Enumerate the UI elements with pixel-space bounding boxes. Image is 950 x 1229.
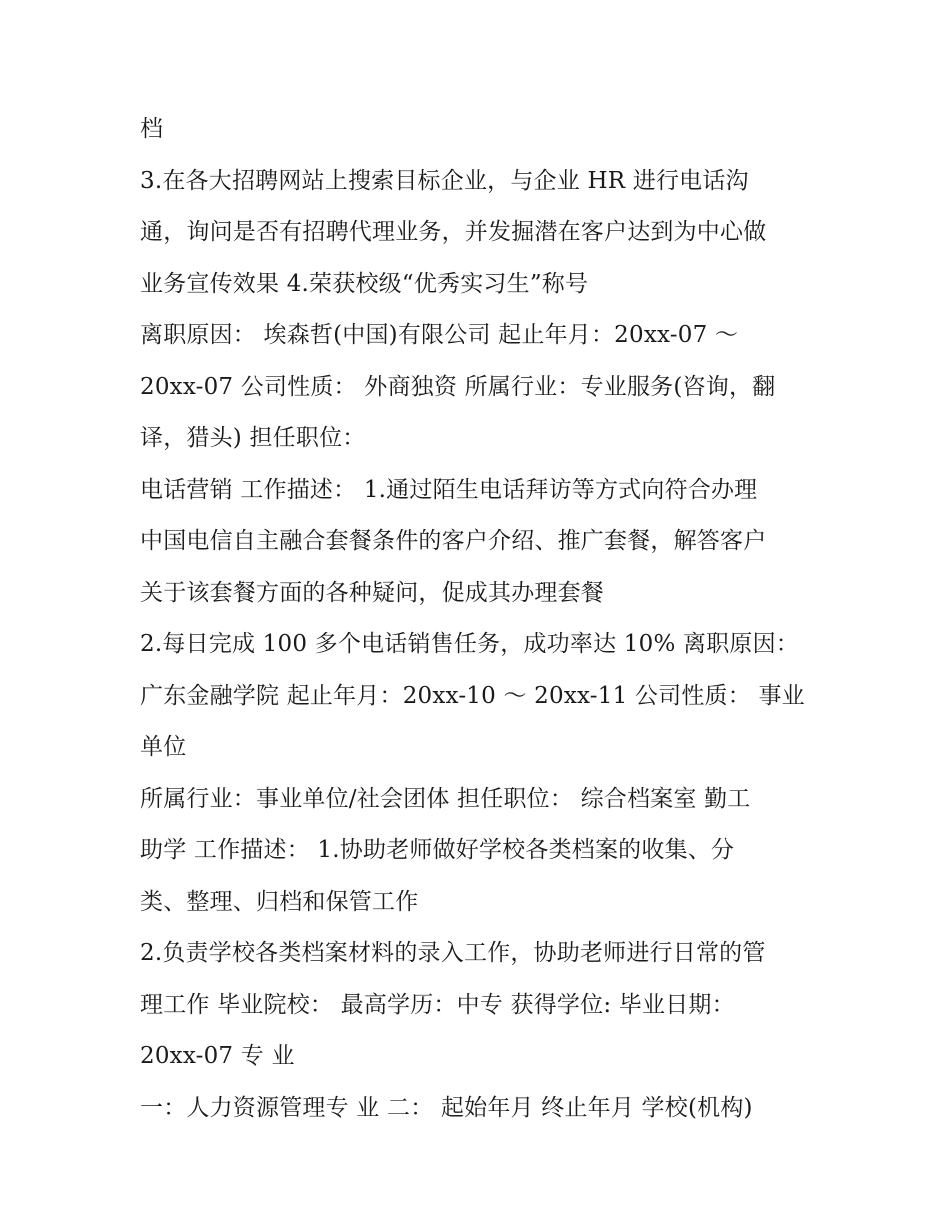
text-line: 广东金融学院 起止年月：20xx-10 ～ 20xx-11 公司性质： 事业 — [140, 682, 805, 709]
text-line: 离职原因： 埃森哲(中国)有限公司 起止年月：20xx-07 ～ — [140, 322, 739, 348]
text-line: 理工作 毕业院校： 最高学历：中专 获得学位: 毕业日期： — [140, 991, 735, 1018]
text-line: 2.负责学校各类档案材料的录入工作，协助老师进行日常的管 — [140, 940, 766, 966]
text-line: 通，询问是否有招聘代理业务，并发掘潜在客户达到为中心做 — [140, 219, 767, 245]
text-line: 档 — [140, 116, 164, 142]
text-line: 中国电信自主融合套餐条件的客户介绍、推广套餐，解答客户 — [140, 528, 767, 554]
text-line: 一：人力资源管理专 业 二： 起始年月 终止年月 学校(机构) — [140, 1094, 753, 1121]
text-line: 业务宣传效果 4.荣获校级“优秀实习生”称号 — [140, 270, 589, 297]
text-line: 3.在各大招聘网站上搜索目标企业，与企业 HR 进行电话沟 — [140, 167, 749, 194]
document-body — [140, 104, 830, 1134]
text-line: 20xx-07 公司性质： 外商独资 所属行业：专业服务(咨询，翻 — [140, 373, 776, 400]
text-line: 助学 工作描述： 1.协助老师做好学校各类档案的收集、分 — [140, 837, 735, 863]
text-line: 电话营销 工作描述： 1.通过陌生电话拜访等方式向符合办理 — [140, 476, 758, 503]
text-line: 2.每日完成 100 多个电话销售任务，成功率达 10% 离职原因： — [140, 631, 800, 657]
text-line: 类、整理、归档和保管工作 — [140, 888, 419, 915]
text-line: 单位 — [140, 734, 187, 760]
text-line: 所属行业：事业单位/社会团体 担任职位： 综合档案室 勤工 — [140, 785, 751, 812]
text-line: 关于该套餐方面的各种疑问，促成其办理套餐 — [140, 579, 604, 606]
text-line: 译，猎头) 担任职位： — [140, 425, 366, 451]
text-line: 20xx-07 专 业 — [140, 1043, 295, 1069]
